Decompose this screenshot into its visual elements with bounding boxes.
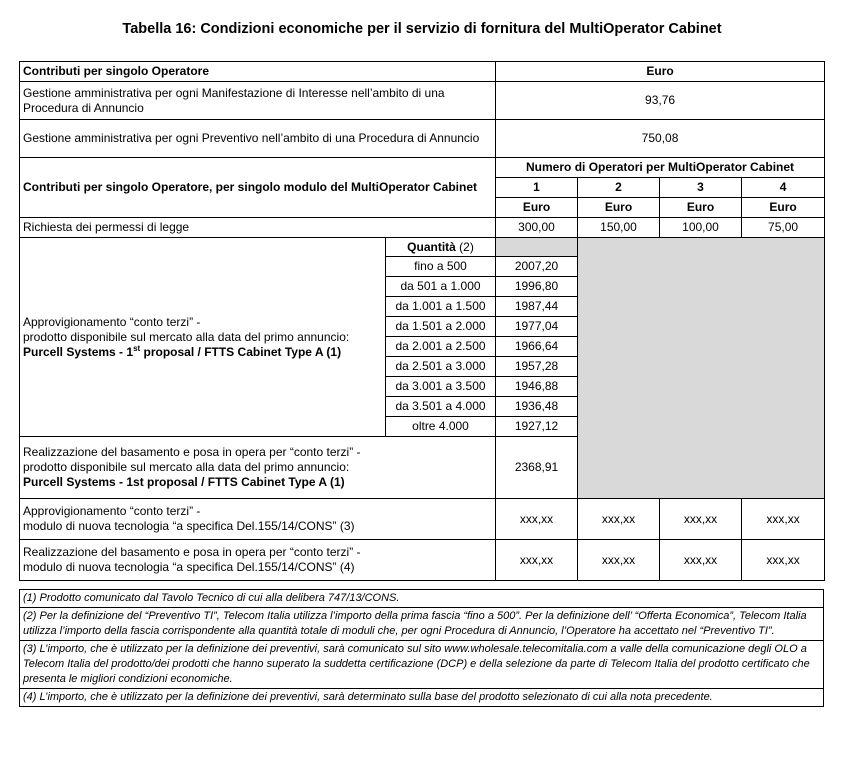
tier-range: da 3.001 a 3.500 [386, 377, 496, 397]
approv-nt-value-1: xxx,xx [496, 499, 578, 540]
col-header-1: 1 [496, 178, 578, 198]
notes-table [19, 589, 824, 707]
basamento-line-2: prodotto disponibile sul mercato alla data del primo annuncio: [23, 460, 350, 474]
basamento-nt-label [20, 540, 496, 581]
basamento-nt-value-4: xxx,xx [742, 540, 825, 581]
unit-4: Euro [742, 198, 825, 218]
note-3: (3) L’importo, che è utilizzato per la definizione dei preventivi, sarà comunicato sul sito www.wholesale.telecomitalia.com a valle della comunicazione degli OLO a Telecom Italia del prodotto/dei prodotti che hanno superato la suddetta certificazione (DCP) e della selezione da parte di Telecom Italia del prodotto certificato che presenta le migliori condizioni economiche. [20, 641, 824, 689]
row-manifestazione-label: Gestione amministrativa per ogni Manifestazione di Interesse nell’ambito di una Procedura di Annuncio [20, 82, 496, 120]
col-header-2: 2 [578, 178, 660, 198]
unit-2: Euro [578, 198, 660, 218]
approv-bold-a: Purcell Systems - 1 [23, 344, 134, 359]
tier-range: da 3.501 a 4.000 [386, 397, 496, 417]
tier-value: 1977,04 [496, 317, 578, 337]
tier-value: 1966,64 [496, 337, 578, 357]
permessi-label: Richiesta dei permessi di legge [20, 218, 496, 238]
quantity-header [386, 238, 496, 257]
quantity-header-label: Quantità [407, 239, 456, 254]
tier-value: 1987,44 [496, 297, 578, 317]
tier-range: fino a 500 [386, 257, 496, 277]
tier-value: 1946,88 [496, 377, 578, 397]
operators-group-header: Numero di Operatori per MultiOperator Cabinet [496, 158, 825, 178]
price-table [19, 61, 825, 581]
header-left: Contributi per singolo Operatore [20, 62, 496, 82]
note-2: (2) Per la definizione del “Preventivo TI”, Telecom Italia utilizza l’importo della prima fascia “fino a 500”. Per la definizione dell’ “Offerta Economica”, Telecom Italia utilizza l’importo della fascia corrispondente alla quantità totale di moduli che, per ogni Procedura di Annuncio, l’Operatore ha accettato nel “Preventivo TI”. [20, 608, 824, 641]
permessi-value-1: 300,00 [496, 218, 578, 238]
approv-sup: st [133, 343, 141, 353]
grey-block [578, 238, 825, 499]
approv-nt-value-4: xxx,xx [742, 499, 825, 540]
approv-nt-line-1: Approvigionamento “conto terzi” - [23, 504, 201, 518]
approvvigionamento-label [20, 238, 386, 437]
approv-line-2: prodotto disponibile sul mercato alla data del primo annuncio: [23, 329, 350, 344]
table-title: Tabella 16: Condizioni economiche per il servizio di fornitura del MultiOperator Cabinet [122, 21, 722, 37]
tier-value: 1957,28 [496, 357, 578, 377]
tier-range: oltre 4.000 [386, 417, 496, 437]
tier-value: 2007,20 [496, 257, 578, 277]
permessi-value-3: 100,00 [660, 218, 742, 238]
basamento-nt-value-2: xxx,xx [578, 540, 660, 581]
basamento-line-1: Realizzazione del basamento e posa in opera per “conto terzi” - [23, 445, 361, 459]
basamento-nt-value-3: xxx,xx [660, 540, 742, 581]
note-1: (1) Prodotto comunicato dal Tavolo Tecnico di cui alla delibera 747/13/CONS. [20, 590, 824, 608]
note-4: (4) L’importo, che è utilizzato per la definizione dei preventivi, sarà determinato sulla base del prodotto selezionato di cui alla nota precedente. [20, 689, 824, 707]
grey-cell [496, 238, 578, 257]
basamento-nt-line-2: modulo di nuova tecnologia “a specifica Del.155/14/CONS” (4) [23, 560, 355, 574]
basamento-value: 2368,91 [496, 437, 578, 499]
tier-range: da 1.501 a 2.000 [386, 317, 496, 337]
tier-range: da 1.001 a 1.500 [386, 297, 496, 317]
tier-value: 1927,12 [496, 417, 578, 437]
tier-range: da 2.501 a 3.000 [386, 357, 496, 377]
tier-value: 1936,48 [496, 397, 578, 417]
approv-nt-label [20, 499, 496, 540]
header-right: Euro [496, 62, 825, 82]
approv-nt-line-2: modulo di nuova tecnologia “a specifica Del.155/14/CONS” (3) [23, 519, 355, 533]
quantity-header-note: (2) [455, 239, 474, 254]
basamento-bold: Purcell Systems - 1st proposal / FTTS Cabinet Type A (1) [23, 475, 345, 489]
basamento-nt-line-1: Realizzazione del basamento e posa in opera per “conto terzi” - [23, 545, 361, 559]
row-preventivo-value: 750,08 [496, 120, 825, 158]
row-manifestazione-value: 93,76 [496, 82, 825, 120]
approv-bold-b: proposal / FTTS Cabinet Type A (1) [140, 344, 342, 359]
tier-value: 1996,80 [496, 277, 578, 297]
tier-range: da 2.001 a 2.500 [386, 337, 496, 357]
section2-label: Contributi per singolo Operatore, per singolo modulo del MultiOperator Cabinet [20, 158, 496, 218]
col-header-3: 3 [660, 178, 742, 198]
unit-1: Euro [496, 198, 578, 218]
basamento-label [20, 437, 496, 499]
permessi-value-2: 150,00 [578, 218, 660, 238]
tier-range: da 501 a 1.000 [386, 277, 496, 297]
row-preventivo-label: Gestione amministrativa per ogni Preventivo nell’ambito di una Procedura di Annuncio [20, 120, 496, 158]
basamento-nt-value-1: xxx,xx [496, 540, 578, 581]
col-header-4: 4 [742, 178, 825, 198]
permessi-value-4: 75,00 [742, 218, 825, 238]
approv-nt-value-2: xxx,xx [578, 499, 660, 540]
approv-nt-value-3: xxx,xx [660, 499, 742, 540]
approv-line-1: Approvigionamento “conto terzi” - [23, 314, 201, 329]
unit-3: Euro [660, 198, 742, 218]
